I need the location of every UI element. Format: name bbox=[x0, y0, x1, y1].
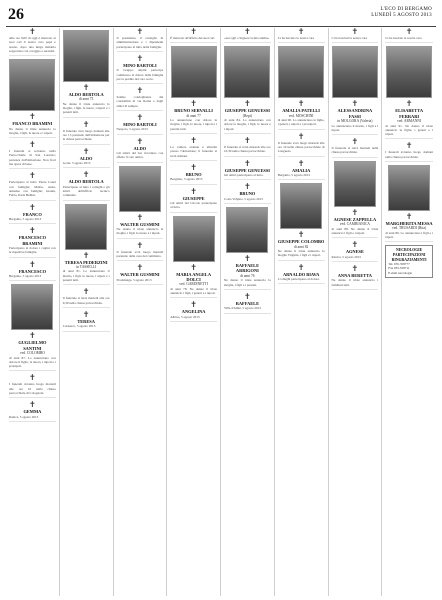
cross-icon: ✝ bbox=[244, 254, 251, 263]
deceased-subtitle: di anni 76 bbox=[240, 273, 255, 278]
death-notice bbox=[170, 100, 217, 134]
death-notice bbox=[9, 172, 56, 200]
notice-text: Sentite condoglianze dai condomini di via Roma e dagli amici di sempre. bbox=[116, 95, 164, 108]
death-notice bbox=[278, 133, 325, 157]
death-notice bbox=[278, 28, 325, 43]
death-notice bbox=[9, 401, 56, 422]
notice-text: Il funerale si terrà martedì nella chiesa parrocchiale. bbox=[331, 146, 379, 155]
cross-icon: ✝ bbox=[244, 28, 251, 36]
deceased-name: ANNA BERETTA bbox=[337, 272, 372, 278]
cross-icon: ✝ bbox=[136, 86, 144, 96]
deceased-name: ALDO bbox=[79, 155, 93, 161]
cross-icon: ✝ bbox=[244, 99, 251, 109]
cross-icon: ✝ bbox=[351, 263, 359, 273]
death-notice bbox=[170, 264, 217, 299]
notice-text: I funerali si terranno nella Parrocchiale di San Lorenzo; partenza dall'abitazione. Non fiori ma opere di bene. bbox=[9, 149, 56, 167]
obituary-columns bbox=[6, 28, 436, 596]
notice-text: I funerali avranno luogo domani nella chiesa parrocchiale. bbox=[385, 150, 433, 159]
death-notice bbox=[117, 214, 164, 239]
death-notice bbox=[278, 231, 325, 260]
deceased-subtitle: ved. GARDINETTI bbox=[179, 282, 208, 287]
death-notice bbox=[117, 114, 164, 135]
cross-icon: ✝ bbox=[82, 83, 90, 92]
cross-icon: ✝ bbox=[29, 171, 36, 181]
portrait-photo bbox=[280, 183, 322, 229]
death-notice bbox=[224, 183, 271, 204]
notice-text: La camera ardente è allestita presso l'abitazione; il funerale si terrà domani. bbox=[170, 145, 217, 158]
notice-text: Ne danno il triste annuncio la moglie, i figli e i parenti. bbox=[224, 278, 271, 287]
cross-icon: ✝ bbox=[405, 141, 413, 151]
notice-text: Ne danno il triste annuncio la moglie, i figli, le nuore, i nipoti e i parenti tutti. bbox=[62, 101, 110, 115]
notice-text: Albino, 5 agosto 2013 bbox=[170, 314, 200, 319]
death-notice bbox=[170, 301, 217, 322]
portrait-photo bbox=[119, 166, 161, 212]
notice-text: Villa d'Almè, 5 agosto 2013 bbox=[224, 306, 261, 311]
notice-text: di anni 81. Lo annunciano il marito, i figli, le nuore, i nipoti e i parenti tutti. bbox=[62, 269, 110, 282]
cross-icon: ✝ bbox=[136, 240, 144, 250]
notice-text: Ranica, 5 agosto 2013 bbox=[331, 254, 361, 259]
cross-icon: ✝ bbox=[190, 136, 197, 145]
cross-icon: ✝ bbox=[136, 263, 144, 273]
notice-text: Gli amici del bar ricordano con affetto il caro amico. bbox=[116, 151, 164, 160]
notice-text: «Accogli o Signore la mia anima» bbox=[224, 36, 270, 40]
death-notice bbox=[117, 87, 164, 111]
notice-text: Gli amici del Circolo partecipano al lutto. bbox=[170, 201, 217, 210]
death-notice bbox=[332, 209, 379, 238]
portrait-photo bbox=[388, 165, 430, 211]
cross-icon: ✝ bbox=[405, 28, 413, 36]
page-header bbox=[6, 4, 436, 27]
notice-text: Bergamo, 5 agosto 2013 bbox=[9, 216, 42, 221]
cross-icon: ✝ bbox=[29, 259, 36, 269]
deceased-name: GUGLIELMO SANTINI bbox=[18, 340, 47, 351]
notice-text: Nespolo, 5 agosto 2013 bbox=[116, 127, 148, 132]
notice-text: I funerali avranno luogo martedì alle ore 10 nella chiesa parrocchiale di Colognola. bbox=[9, 382, 56, 396]
deceased-name: GIUSEPPE COLOMBO bbox=[277, 239, 325, 245]
cross-icon: ✝ bbox=[297, 28, 305, 36]
obituary-column bbox=[6, 28, 60, 596]
deceased-name: ALESSANDRINA FASSI bbox=[337, 108, 373, 119]
death-notice bbox=[117, 28, 164, 52]
deceased-name: MINO BARTOLI bbox=[123, 122, 157, 128]
cross-icon: ✝ bbox=[136, 212, 144, 222]
deceased-name: FRANCESCO BRAMINI bbox=[18, 235, 47, 246]
deceased-subtitle: ved. COLOMBO bbox=[19, 351, 45, 356]
portrait-photo bbox=[63, 30, 109, 82]
death-notice bbox=[278, 100, 325, 129]
deceased-subtitle: di anni 77 bbox=[186, 113, 201, 118]
deceased-name: ARNALDO BIAVA bbox=[282, 271, 320, 277]
notice-text: Partecipano al dolore i cugini con le rispettive famiglie. bbox=[9, 246, 56, 255]
cross-icon: ✝ bbox=[136, 136, 144, 146]
cross-icon: ✝ bbox=[351, 240, 359, 250]
cross-icon: ✝ bbox=[190, 28, 197, 36]
deceased-name: AGNESE bbox=[345, 249, 364, 255]
deceased-name: TERESA PEDERZINI bbox=[64, 259, 108, 265]
cross-icon: ✝ bbox=[351, 28, 359, 36]
obituary-column bbox=[60, 28, 114, 596]
notice-text: Bergamo, 5 agosto 2013 bbox=[277, 173, 310, 177]
notice-text: I colleghi partecipano al dolore. bbox=[277, 277, 320, 282]
cross-icon: ✝ bbox=[82, 170, 90, 180]
death-notice bbox=[9, 332, 56, 371]
death-notice bbox=[170, 137, 217, 161]
contact-box bbox=[385, 245, 433, 277]
cross-icon: ✝ bbox=[82, 309, 90, 319]
death-notice bbox=[117, 55, 164, 84]
death-notice bbox=[63, 121, 110, 145]
notice-text: Ne danno il triste annuncio la moglie, i figli, le nuore e i nipoti. bbox=[9, 126, 56, 135]
death-notice bbox=[332, 100, 379, 135]
death-notice bbox=[224, 100, 271, 134]
cross-icon: ✝ bbox=[190, 162, 197, 172]
notice-text: Il funerale avrà luogo domani alle ore 15 partendo dall'abitazione per la chiesa parrocchiale. bbox=[62, 128, 110, 142]
portrait-photo bbox=[334, 161, 376, 207]
deceased-name: AMALIA PATELLI bbox=[282, 108, 321, 114]
deceased-subtitle: ved. ARMANNI bbox=[397, 119, 422, 124]
deceased-name: ELISABETTA FERRARI bbox=[395, 108, 423, 119]
deceased-subtitle: ved. MOSCHINI bbox=[288, 113, 314, 118]
notice-text: di anni 86. Lo annunciano i figli e i nipoti. bbox=[385, 230, 433, 240]
death-notice bbox=[224, 28, 271, 43]
notice-text: Il presidente, il consiglio di amministrazione e i dipendenti partecipano al lutto della famiglia. bbox=[116, 36, 164, 49]
cross-icon: ✝ bbox=[82, 146, 90, 156]
notice-text: Pradalunga, 5 agosto 2013 bbox=[116, 277, 152, 282]
death-notice bbox=[9, 374, 56, 398]
cross-icon: ✝ bbox=[136, 113, 144, 123]
portrait-photo bbox=[171, 46, 217, 98]
death-notice bbox=[170, 164, 217, 185]
cross-icon: ✝ bbox=[244, 158, 251, 168]
cross-icon: ✝ bbox=[351, 99, 359, 109]
deceased-subtitle: di anni 73 bbox=[78, 97, 94, 102]
death-notice bbox=[278, 160, 325, 181]
contact-box-title: NECROLOGIE PARTECIPAZIONI RINGRAZIAMENTI bbox=[391, 248, 427, 262]
notice-text: Alle ore 9,00 di oggi è mancato ai suoi cari il nostro caro papà e nonno, dopo una lunga malattia sopportata con coraggio e serenità. bbox=[9, 36, 56, 53]
deceased-name: FRANCO BRAMINI bbox=[12, 121, 53, 127]
notice-text: Il Gruppo Alpini partecipa commosso al dolore della famiglia per la perdita del caro socio. bbox=[116, 68, 164, 81]
death-notice bbox=[117, 242, 164, 262]
death-notice bbox=[332, 241, 379, 262]
issue-date: LUNEDÌ 5 AGOSTO 2013 bbox=[371, 13, 432, 18]
death-notice bbox=[224, 255, 271, 290]
death-notice bbox=[9, 28, 56, 56]
notice-text: di anni 91. Ne danno il triste annuncio le figlie, i generi e i nipoti. bbox=[385, 123, 433, 137]
death-notice bbox=[170, 28, 217, 43]
death-notice bbox=[332, 28, 379, 43]
cross-icon: ✝ bbox=[297, 262, 305, 272]
page-number: 26 bbox=[8, 6, 24, 23]
notice-text: È mancato all'affetto dei suoi cari bbox=[170, 36, 215, 40]
death-notice bbox=[332, 265, 379, 290]
death-notice bbox=[278, 264, 325, 285]
deceased-name: MINO BARTOLI bbox=[123, 62, 157, 68]
cross-icon: ✝ bbox=[29, 331, 36, 341]
deceased-name: GIUSEPPE GENUESSI bbox=[224, 167, 270, 173]
notice-text: di anni 84. Lo annunciano con dolore la moglie, i figli, le nuore e i nipoti. bbox=[224, 118, 271, 131]
deceased-name: MARGHERITA MESSA bbox=[385, 221, 433, 226]
death-notice bbox=[9, 141, 56, 169]
cross-icon: ✝ bbox=[190, 262, 197, 272]
portrait-photo bbox=[173, 216, 215, 262]
cross-icon: ✝ bbox=[82, 287, 90, 297]
portrait-photo bbox=[278, 46, 324, 98]
notice-text: Ci ha lasciati la nostra cara bbox=[331, 36, 368, 40]
notice-text: di anni 78. Ne danno il triste annuncio i figli, i generi e i nipoti. bbox=[170, 286, 217, 296]
deceased-name: BRUNO bbox=[239, 191, 256, 197]
portrait-photo bbox=[226, 207, 268, 253]
death-notice bbox=[63, 288, 110, 308]
cross-icon: ✝ bbox=[351, 207, 359, 217]
deceased-name: GIUSEPPE bbox=[182, 195, 205, 201]
cross-icon: ✝ bbox=[297, 158, 305, 168]
death-notice bbox=[9, 113, 56, 138]
notice-text: Bergamo, 5 agosto 2013 bbox=[9, 274, 42, 279]
death-notice bbox=[63, 84, 110, 118]
notice-text: Lo annunciano con dolore la moglie, i figli, le nuore, i nipoti e i parenti tutti. bbox=[170, 118, 217, 131]
obituary-column bbox=[221, 28, 275, 596]
death-notice bbox=[63, 252, 110, 286]
notice-text: Costa Volpino, 5 agosto 2013 bbox=[224, 196, 263, 201]
deceased-subtitle: ved. TRUSARDI (Rita) bbox=[392, 226, 427, 231]
death-notice bbox=[63, 148, 110, 169]
deceased-subtitle: ved. CAMBIANICA bbox=[339, 222, 370, 227]
notice-text: Ne danno il triste annuncio la moglie, i figli, le nuore e i nipoti. bbox=[116, 227, 164, 236]
cross-icon: ✝ bbox=[136, 28, 144, 36]
notice-text: Curnasco, 5 agosto 2013 bbox=[62, 324, 96, 329]
cross-icon: ✝ bbox=[29, 140, 36, 150]
notice-text: Gli amici partecipano al lutto. bbox=[224, 173, 264, 177]
cross-icon: ✝ bbox=[244, 136, 251, 145]
deceased-name: ALDO bbox=[133, 145, 147, 151]
death-notice bbox=[63, 171, 110, 200]
obituary-column bbox=[329, 28, 383, 596]
portrait-photo bbox=[65, 204, 107, 250]
notice-text: Ci ha lasciato la nostra cara bbox=[385, 36, 422, 40]
death-notice bbox=[117, 138, 164, 163]
cross-icon: ✝ bbox=[29, 226, 36, 236]
deceased-name: WALTER GUSMINI bbox=[120, 272, 160, 278]
deceased-subtitle: (Bepi) bbox=[242, 113, 252, 118]
cross-icon: ✝ bbox=[29, 373, 36, 383]
deceased-name: FRANCO bbox=[22, 211, 42, 217]
deceased-name: ALDO BERTOLA bbox=[68, 92, 104, 97]
notice-text: Ranica, 5 agosto 2013 bbox=[9, 414, 39, 419]
death-notice bbox=[9, 204, 56, 225]
notice-text: Ci ha lasciato la nostra cara bbox=[277, 36, 315, 40]
death-notice bbox=[224, 160, 271, 181]
cross-icon: ✝ bbox=[297, 230, 305, 240]
notice-text: Il funerale si terrà martedì alle ore 9,30 nella chiesa parrocchiale. bbox=[62, 296, 110, 305]
deceased-name: TERESA bbox=[77, 318, 95, 324]
death-notice bbox=[170, 188, 217, 213]
contact-line: Fax 035.358711 bbox=[388, 266, 410, 271]
obituary-column bbox=[114, 28, 168, 596]
deceased-name: GEMMA bbox=[23, 409, 42, 415]
deceased-name: BRUNO SERVALLI bbox=[174, 108, 213, 114]
deceased-name: FRANCESCO bbox=[18, 268, 47, 274]
notice-text: Lo annunciano il marito, i figli e i nipoti. bbox=[331, 123, 379, 132]
cross-icon: ✝ bbox=[405, 212, 413, 221]
deceased-name: GIUSEPPE GENUESSI bbox=[224, 108, 270, 114]
cross-icon: ✝ bbox=[29, 400, 36, 410]
deceased-name: AGNESE ZAPPELLA bbox=[333, 216, 377, 222]
notice-text: Ne danno il triste annuncio la moglie Virginia, i figli e i nipoti. bbox=[277, 249, 325, 258]
newspaper-title: L'ECO DI BERGAMO bbox=[380, 7, 432, 12]
notice-text: di anni 87. Lo annunciano con dolore il figlio, la nuora, i nipoti e i pronipoti. bbox=[9, 355, 56, 369]
death-notice bbox=[385, 28, 433, 43]
portrait-photo bbox=[224, 46, 270, 98]
deceased-subtitle: in TASSELLI bbox=[76, 265, 97, 269]
deceased-name: BRUNO bbox=[185, 171, 202, 177]
deceased-name: RAFFAELE bbox=[235, 300, 260, 306]
deceased-subtitle: di anni 82 bbox=[293, 244, 309, 249]
contact-line: E-mail necrologie bbox=[388, 270, 412, 275]
death-notice bbox=[385, 142, 433, 162]
obituary-column bbox=[275, 28, 329, 596]
cross-icon: ✝ bbox=[136, 53, 144, 63]
notice-text: di anni 90. Lo annunciano le figlie, i generi, i nipoti e i pronipoti. bbox=[277, 118, 325, 127]
cross-icon: ✝ bbox=[82, 119, 90, 129]
cross-icon: ✝ bbox=[297, 99, 305, 109]
notice-text: Il funerale avrà luogo martedì alle ore 10 nella chiesa parrocchiale di Longuelo. bbox=[277, 140, 325, 154]
cross-icon: ✝ bbox=[29, 112, 36, 122]
cross-icon: ✝ bbox=[244, 182, 251, 192]
death-notice bbox=[224, 293, 271, 314]
cross-icon: ✝ bbox=[244, 291, 251, 301]
death-notice bbox=[385, 100, 433, 139]
deceased-name: ANGELINA bbox=[181, 309, 206, 315]
notice-text: Il funerale avrà luogo martedì partendo dalla casa del commiato. bbox=[116, 249, 164, 259]
notice-text: Il funerale si terrà martedì alle ore 10,30 nella chiesa parrocchiale. bbox=[224, 145, 271, 154]
cross-icon: ✝ bbox=[29, 202, 36, 212]
death-notice bbox=[117, 264, 164, 285]
death-notice bbox=[9, 227, 56, 257]
obituary-column bbox=[167, 28, 221, 596]
death-notice bbox=[385, 213, 433, 242]
death-notice bbox=[332, 138, 379, 158]
cross-icon: ✝ bbox=[82, 250, 90, 260]
portrait-photo bbox=[332, 46, 378, 98]
cross-icon: ✝ bbox=[29, 28, 36, 36]
cross-icon: ✝ bbox=[190, 99, 197, 109]
deceased-name: WALTER GUSMINI bbox=[120, 221, 160, 227]
death-notice bbox=[9, 261, 56, 282]
deceased-name: RAFFAELE ARRIGONI bbox=[235, 263, 260, 274]
newspaper-masthead bbox=[371, 7, 432, 19]
portrait-photo bbox=[386, 46, 432, 98]
notice-text: di anni 88. Ne danno il triste annuncio i figli e i nipoti. bbox=[331, 226, 379, 235]
portrait-photo bbox=[9, 59, 55, 111]
deceased-name: AMALIA bbox=[291, 167, 311, 173]
cross-icon: ✝ bbox=[190, 186, 197, 196]
obituary-column bbox=[382, 28, 436, 596]
cross-icon: ✝ bbox=[190, 300, 197, 310]
notice-text: Partecipano al lutto i colleghi e gli amici dell'ufficio tecnico comunale. bbox=[62, 184, 110, 198]
portrait-photo bbox=[11, 284, 53, 330]
notice-text: Gorle, 5 agosto 2013 bbox=[62, 161, 91, 165]
notice-text: Bergamo, 5 agosto 2013 bbox=[170, 177, 203, 182]
deceased-name: ALDO BERTOLA bbox=[68, 179, 104, 185]
death-notice bbox=[63, 311, 110, 332]
deceased-name: MARIA ANGELA DOLCI bbox=[176, 271, 211, 282]
cross-icon: ✝ bbox=[351, 137, 359, 147]
death-notice bbox=[224, 137, 271, 157]
cross-icon: ✝ bbox=[405, 99, 413, 109]
notice-text: Ne danno il triste annuncio i familiari tutti. bbox=[331, 278, 379, 287]
cross-icon: ✝ bbox=[297, 131, 305, 141]
contact-line: Tel. 035.358777 bbox=[388, 262, 410, 267]
notice-text: Partecipano al lutto: Pierre Lanzi con famiglia; Mattia, Anna, Amedeo con famiglie; Gianni, Fabio, Ilaria Bellini. bbox=[9, 180, 56, 198]
deceased-subtitle: in MOLGORA (Valeria) bbox=[337, 119, 373, 124]
